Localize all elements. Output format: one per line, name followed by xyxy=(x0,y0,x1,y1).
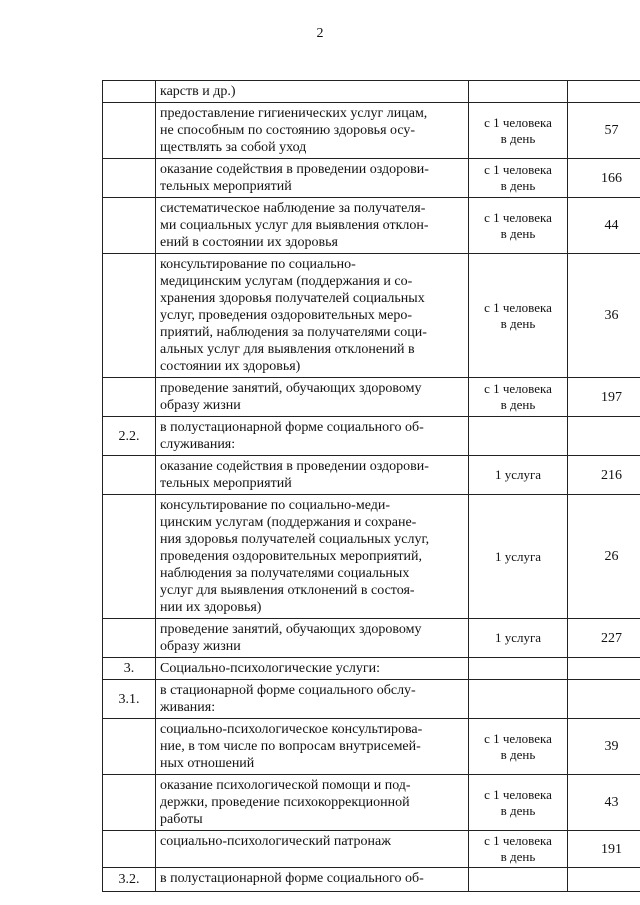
unit-of-measure: 1 услуга xyxy=(494,548,542,564)
row-number-cell xyxy=(103,81,156,103)
service-name: проведение занятий, обучающих здоровому образу жизни xyxy=(160,622,422,654)
norm-value-cell xyxy=(568,198,640,254)
row-number-cell xyxy=(103,456,156,495)
service-name: в стационарной форме социального обслу- живания: xyxy=(160,683,416,715)
norm-value-cell xyxy=(568,417,640,456)
unit-of-measure-cell xyxy=(469,619,568,658)
norm-value-cell xyxy=(568,495,640,619)
service-name: социально-психологическое консультирова- ние, в том числе по вопросам внутрисемей- ных отношений xyxy=(160,722,423,771)
row-number-cell xyxy=(103,658,156,680)
row-number: 3.1. xyxy=(118,691,140,707)
norm-value-cell xyxy=(568,378,640,417)
norm-value-cell xyxy=(568,619,640,658)
table-row xyxy=(103,81,640,103)
unit-of-measure-cell xyxy=(469,868,568,892)
unit-of-measure: с 1 человека в день xyxy=(484,209,552,241)
norm-value: 216 xyxy=(601,467,622,483)
service-name: предоставление гигиенических услуг лицам, не способным по состоянию здоровья осу- ществлять за собой уход xyxy=(160,106,428,155)
service-name: оказание психологической помощи и под- держки, проведение психокоррекционной работы xyxy=(160,778,411,827)
row-number: 2.2. xyxy=(118,428,140,444)
table-row xyxy=(103,456,640,495)
service-name-cell xyxy=(156,775,469,831)
row-number-cell xyxy=(103,417,156,456)
service-name: систематическое наблюдение за получателя- ми социальных услуг для выявления отклон- ений в состоянии их здоровья xyxy=(160,201,429,250)
service-name: Социально-психологические услуги: xyxy=(160,661,381,676)
norm-value: 43 xyxy=(604,795,619,810)
table-row xyxy=(103,103,640,159)
service-name-cell xyxy=(156,159,469,198)
norm-value-cell xyxy=(568,81,640,103)
row-number-cell xyxy=(103,775,156,831)
table-row xyxy=(103,868,640,892)
service-name-cell xyxy=(156,619,469,658)
unit-of-measure-cell xyxy=(469,775,568,831)
unit-of-measure: с 1 человека в день xyxy=(484,381,552,412)
services-table xyxy=(102,80,640,892)
service-name: оказание содействия в проведении оздорови- тельных мероприятий xyxy=(160,459,429,491)
service-name: проведение занятий, обучающих здоровому образу жизни xyxy=(160,381,422,413)
unit-of-measure-cell xyxy=(469,658,568,680)
norm-value: 197 xyxy=(601,389,622,405)
unit-of-measure-cell xyxy=(469,719,568,775)
service-name-cell xyxy=(156,831,469,868)
unit-of-measure: с 1 человека в день xyxy=(484,162,552,193)
norm-value: 26 xyxy=(604,549,619,564)
service-name: карств и др.) xyxy=(160,84,236,99)
unit-of-measure: с 1 человека в день xyxy=(484,114,552,146)
service-name-cell xyxy=(156,103,469,159)
service-name: в полустационарной форме социального об- xyxy=(160,871,424,886)
norm-value: 227 xyxy=(601,630,622,646)
row-number-cell xyxy=(103,680,156,719)
unit-of-measure: 1 услуга xyxy=(494,630,542,645)
row-number-cell xyxy=(103,103,156,159)
unit-of-measure-cell xyxy=(469,254,568,378)
unit-of-measure-cell xyxy=(469,495,568,619)
norm-value-cell xyxy=(568,103,640,159)
row-number-cell xyxy=(103,719,156,775)
table-row xyxy=(103,254,640,378)
row-number-cell xyxy=(103,198,156,254)
unit-of-measure: с 1 человека в день xyxy=(484,299,552,331)
table-row xyxy=(103,198,640,254)
unit-of-measure-cell xyxy=(469,103,568,159)
services-table-body xyxy=(103,81,640,892)
row-number-cell xyxy=(103,159,156,198)
unit-of-measure: с 1 человека в день xyxy=(484,833,552,864)
unit-of-measure-cell xyxy=(469,378,568,417)
row-number-cell xyxy=(103,868,156,892)
row-number-cell xyxy=(103,831,156,868)
row-number: 3. xyxy=(123,661,135,676)
norm-value-cell xyxy=(568,680,640,719)
service-name-cell xyxy=(156,719,469,775)
unit-of-measure: с 1 человека в день xyxy=(484,730,552,762)
row-number-cell xyxy=(103,254,156,378)
norm-value-cell xyxy=(568,456,640,495)
norm-value: 44 xyxy=(604,218,619,233)
table-row xyxy=(103,417,640,456)
table-row xyxy=(103,658,640,680)
norm-value-cell xyxy=(568,159,640,198)
service-name-cell xyxy=(156,868,469,892)
unit-of-measure-cell xyxy=(469,81,568,103)
table-row xyxy=(103,831,640,868)
row-number: 3.2. xyxy=(118,872,140,887)
service-name: социально-психологический патронаж xyxy=(160,834,391,849)
service-name-cell xyxy=(156,658,469,680)
service-name-cell xyxy=(156,417,469,456)
norm-value: 57 xyxy=(604,123,619,138)
service-name-cell xyxy=(156,495,469,619)
row-number-cell xyxy=(103,378,156,417)
service-name-cell xyxy=(156,680,469,719)
norm-value-cell xyxy=(568,658,640,680)
norm-value-cell xyxy=(568,868,640,892)
service-name: консультирование по социально-меди- цинским услугам (поддержания и сохране- ния здоровья получателей социальных услуг, проведения оздоровительных мероприятий, наблюдения за получателями социальных услуг для выявления отклонений в состоя- нии их здоровья) xyxy=(160,498,430,615)
service-name: в полустационарной форме социального об- служивания: xyxy=(160,420,424,452)
unit-of-measure: 1 услуга xyxy=(494,467,542,482)
table-row xyxy=(103,159,640,198)
table-row xyxy=(103,680,640,719)
service-name-cell xyxy=(156,378,469,417)
norm-value: 39 xyxy=(604,739,619,754)
norm-value-cell xyxy=(568,831,640,868)
service-name-cell xyxy=(156,456,469,495)
unit-of-measure-cell xyxy=(469,417,568,456)
page-number: 2 xyxy=(316,26,324,41)
norm-value: 36 xyxy=(604,308,619,323)
service-name-cell xyxy=(156,81,469,103)
norm-value: 191 xyxy=(601,841,622,857)
norm-value-cell xyxy=(568,254,640,378)
table-row xyxy=(103,719,640,775)
unit-of-measure-cell xyxy=(469,831,568,868)
table-row xyxy=(103,619,640,658)
service-name: оказание содействия в проведении оздорови- тельных мероприятий xyxy=(160,162,429,194)
norm-value: 166 xyxy=(601,170,622,186)
row-number-cell xyxy=(103,619,156,658)
table-row xyxy=(103,378,640,417)
service-name-cell xyxy=(156,198,469,254)
service-name: консультирование по социально- медицинским услугам (поддержания и со- хранения здоровья получателей социальных услуг, проведения оздоровительных меро- приятий, наблюдения за получателями соци- альных услуг для выявления отклонений в состоянии их здоровья) xyxy=(160,257,427,374)
unit-of-measure-cell xyxy=(469,159,568,198)
service-name-cell xyxy=(156,254,469,378)
unit-of-measure-cell xyxy=(469,198,568,254)
unit-of-measure-cell xyxy=(469,456,568,495)
row-number-cell xyxy=(103,495,156,619)
unit-of-measure-cell xyxy=(469,680,568,719)
norm-value-cell xyxy=(568,775,640,831)
table-row xyxy=(103,495,640,619)
norm-value-cell xyxy=(568,719,640,775)
table-row xyxy=(103,775,640,831)
unit-of-measure: с 1 человека в день xyxy=(484,786,552,818)
